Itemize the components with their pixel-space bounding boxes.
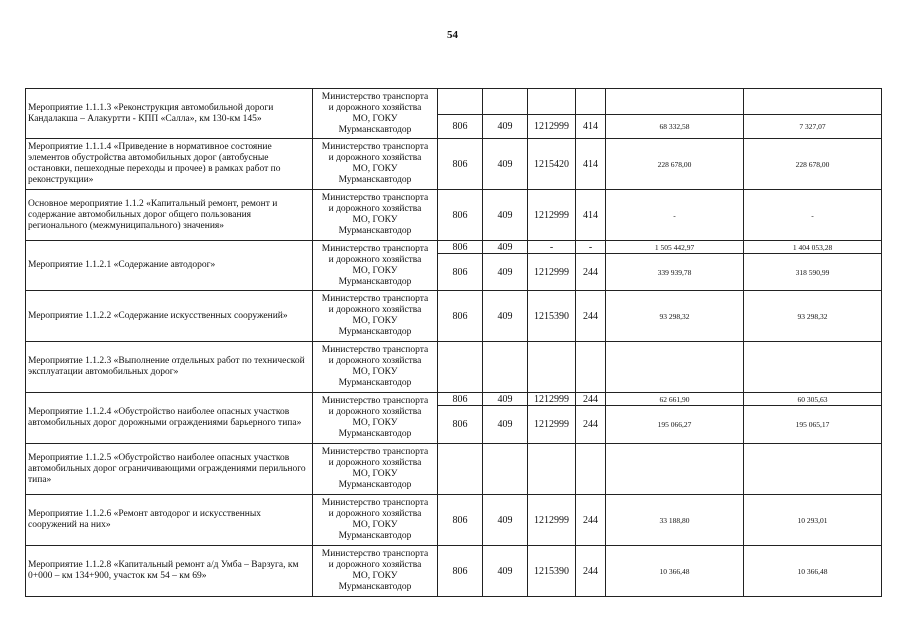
executor-line: МО, ГОКУ: [352, 215, 398, 225]
csr-cell: 1212999: [528, 495, 576, 546]
grbs-cell: 806: [438, 241, 483, 254]
budget-table: [25, 88, 882, 597]
executor-line: и дорожного хозяйства: [328, 305, 422, 315]
executor-line: МО, ГОКУ: [352, 164, 398, 174]
event-name-cell: Мероприятие 1.1.2.5 «Обустройство наиболее опасных участков автомобильных дорог ограничивающими ограждениями перильного типа»: [26, 444, 313, 495]
executor-line: МО, ГОКУ: [352, 113, 398, 124]
csr-cell: 1215390: [528, 291, 576, 342]
v1-cell: 68 332,58: [606, 115, 744, 139]
executor-line: и дорожного хозяйства: [328, 458, 422, 468]
responsible-executor-cell: [313, 342, 438, 393]
executor-line: Мурманскавтодор: [338, 531, 412, 541]
v1-cell: 93 298,32: [606, 291, 744, 342]
rzpr-cell: [483, 342, 528, 393]
grbs-cell: 806: [438, 254, 483, 291]
v1-cell: 10 366,48: [606, 546, 744, 597]
grbs-cell: 806: [438, 546, 483, 597]
csr-cell: [528, 342, 576, 393]
v1-cell: 228 678,00: [606, 139, 744, 190]
responsible-executor-cell: [313, 241, 438, 291]
vr-cell: [576, 89, 606, 115]
executor-line: МО, ГОКУ: [352, 418, 398, 428]
table-row: [26, 342, 882, 393]
v1-cell: [606, 444, 744, 495]
v1-cell: 1 505 442,97: [606, 241, 744, 254]
v2-cell: 7 327,07: [744, 115, 882, 139]
vr-cell: 244: [576, 406, 606, 444]
responsible-executor-cell: [313, 393, 438, 444]
csr-cell: 1212999: [528, 406, 576, 444]
executor-line: Мурманскавтодор: [338, 582, 412, 592]
vr-cell: -: [576, 241, 606, 254]
vr-cell: 244: [576, 546, 606, 597]
grbs-cell: 806: [438, 115, 483, 139]
v2-cell: 195 065,17: [744, 406, 882, 444]
grbs-cell: 806: [438, 393, 483, 406]
v2-cell: 1 404 053,28: [744, 241, 882, 254]
event-name-cell: Мероприятие 1.1.2.8 «Капитальный ремонт а/д Умба – Варзуга, км 0+000 – км 134+900, участок км 54 – км 69»: [26, 546, 313, 597]
vr-cell: [576, 444, 606, 495]
executor-line: Министерство транспорта: [321, 294, 429, 304]
executor-line: Мурманскавтодор: [338, 124, 412, 135]
v1-cell: -: [606, 190, 744, 241]
grbs-cell: 806: [438, 406, 483, 444]
table-row: [26, 190, 882, 241]
vr-cell: 414: [576, 139, 606, 190]
event-name-cell: Мероприятие 1.1.1.3 «Реконструкция автомобильной дороги Кандалакша – Алакуртти - КПП «Салла», км 130-км 145»: [26, 89, 313, 139]
executor-line: Министерство транспорта: [321, 345, 429, 355]
v1-cell: 195 066,27: [606, 406, 744, 444]
csr-cell: [528, 89, 576, 115]
rzpr-cell: 409: [483, 139, 528, 190]
executor-line: МО, ГОКУ: [352, 265, 398, 276]
table-row: [26, 546, 882, 597]
v2-cell: [744, 89, 882, 115]
executor-line: МО, ГОКУ: [352, 571, 398, 581]
grbs-cell: [438, 342, 483, 393]
rzpr-cell: 409: [483, 190, 528, 241]
executor-line: Мурманскавтодор: [338, 226, 412, 236]
v2-cell: 228 678,00: [744, 139, 882, 190]
executor-line: Мурманскавтодор: [338, 429, 412, 439]
executor-line: Министерство транспорта: [321, 447, 429, 457]
v2-cell: 93 298,32: [744, 291, 882, 342]
rzpr-cell: [483, 444, 528, 495]
rzpr-cell: 409: [483, 406, 528, 444]
executor-line: Министерство транспорта: [321, 243, 429, 254]
executor-line: Министерство транспорта: [321, 549, 429, 559]
v2-cell: 60 305,63: [744, 393, 882, 406]
executor-line: и дорожного хозяйства: [328, 102, 422, 113]
vr-cell: [576, 342, 606, 393]
v1-cell: [606, 342, 744, 393]
csr-cell: 1212999: [528, 115, 576, 139]
v2-cell: -: [744, 190, 882, 241]
event-name-cell: Мероприятие 1.1.2.2 «Содержание искусственных сооружений»: [26, 291, 313, 342]
csr-cell: 1215420: [528, 139, 576, 190]
executor-line: и дорожного хозяйства: [328, 407, 422, 417]
v1-cell: 339 939,78: [606, 254, 744, 291]
rzpr-cell: 409: [483, 115, 528, 139]
vr-cell: 414: [576, 190, 606, 241]
executor-line: и дорожного хозяйства: [328, 560, 422, 570]
table-row: [26, 495, 882, 546]
csr-cell: 1212999: [528, 393, 576, 406]
responsible-executor-cell: [313, 495, 438, 546]
executor-line: Министерство транспорта: [321, 91, 429, 102]
event-name-cell: Мероприятие 1.1.2.3 «Выполнение отдельных работ по технической эксплуатации автомобильных дорог»: [26, 342, 313, 393]
vr-cell: 244: [576, 393, 606, 406]
executor-line: Мурманскавтодор: [338, 480, 412, 490]
csr-cell: 1215390: [528, 546, 576, 597]
executor-line: МО, ГОКУ: [352, 520, 398, 530]
grbs-cell: 806: [438, 190, 483, 241]
grbs-cell: 806: [438, 139, 483, 190]
responsible-executor-cell: [313, 190, 438, 241]
event-name-cell: Мероприятие 1.1.1.4 «Приведение в нормативное состояние элементов обустройства автомобильных дорог (автобусные остановки, пешеходные переходы и прочее) в рамках работ по реконструкции»: [26, 139, 313, 190]
table-row: [26, 444, 882, 495]
table-row: [26, 139, 882, 190]
executor-line: и дорожного хозяйства: [328, 153, 422, 163]
grbs-cell: [438, 444, 483, 495]
executor-line: и дорожного хозяйства: [328, 204, 422, 214]
csr-cell: 1212999: [528, 254, 576, 291]
v1-cell: [606, 89, 744, 115]
responsible-executor-cell: [313, 139, 438, 190]
event-name-cell: Мероприятие 1.1.2.4 «Обустройство наиболее опасных участков автомобильных дорог дорожными ограждениями барьерного типа»: [26, 393, 313, 444]
responsible-executor-cell: [313, 89, 438, 139]
v2-cell: [744, 444, 882, 495]
executor-line: Мурманскавтодор: [338, 175, 412, 185]
rzpr-cell: 409: [483, 546, 528, 597]
v1-cell: 33 188,80: [606, 495, 744, 546]
v1-cell: 62 661,90: [606, 393, 744, 406]
vr-cell: 244: [576, 254, 606, 291]
vr-cell: 244: [576, 495, 606, 546]
responsible-executor-cell: [313, 444, 438, 495]
executor-line: Министерство транспорта: [321, 396, 429, 406]
executor-line: Министерство транспорта: [321, 498, 429, 508]
event-name-cell: Мероприятие 1.1.2.6 «Ремонт автодорог и искусственных сооружений на них»: [26, 495, 313, 546]
rzpr-cell: 409: [483, 254, 528, 291]
csr-cell: [528, 444, 576, 495]
executor-line: МО, ГОКУ: [352, 367, 398, 377]
executor-line: Мурманскавтодор: [338, 378, 412, 388]
rzpr-cell: [483, 89, 528, 115]
rzpr-cell: 409: [483, 495, 528, 546]
v2-cell: 10 366,48: [744, 546, 882, 597]
grbs-cell: [438, 89, 483, 115]
executor-line: Мурманскавтодор: [338, 276, 412, 287]
rzpr-cell: 409: [483, 241, 528, 254]
executor-line: и дорожного хозяйства: [328, 254, 422, 265]
v2-cell: 318 590,99: [744, 254, 882, 291]
event-name-cell: Мероприятие 1.1.2.1 «Содержание автодорог»: [26, 241, 313, 291]
vr-cell: 414: [576, 115, 606, 139]
table-row: [26, 393, 882, 406]
executor-line: Министерство транспорта: [321, 193, 429, 203]
table-row: [26, 241, 882, 254]
vr-cell: 244: [576, 291, 606, 342]
csr-cell: 1212999: [528, 190, 576, 241]
page-number: 54: [447, 29, 458, 41]
event-name-cell: Основное мероприятие 1.1.2 «Капитальный ремонт, ремонт и содержание автомобильных дорог общего пользования регионального (межмуниципального) значения»: [26, 190, 313, 241]
grbs-cell: 806: [438, 291, 483, 342]
executor-line: Министерство транспорта: [321, 142, 429, 152]
v2-cell: [744, 342, 882, 393]
rzpr-cell: 409: [483, 393, 528, 406]
table-row: [26, 291, 882, 342]
rzpr-cell: 409: [483, 291, 528, 342]
executor-line: Мурманскавтодор: [338, 327, 412, 337]
executor-line: МО, ГОКУ: [352, 469, 398, 479]
executor-line: и дорожного хозяйства: [328, 356, 422, 366]
executor-line: и дорожного хозяйства: [328, 509, 422, 519]
responsible-executor-cell: [313, 546, 438, 597]
table-row: [26, 89, 882, 115]
csr-cell: -: [528, 241, 576, 254]
v2-cell: 10 293,01: [744, 495, 882, 546]
responsible-executor-cell: [313, 291, 438, 342]
grbs-cell: 806: [438, 495, 483, 546]
budget-table-body: [26, 89, 882, 597]
executor-line: МО, ГОКУ: [352, 316, 398, 326]
